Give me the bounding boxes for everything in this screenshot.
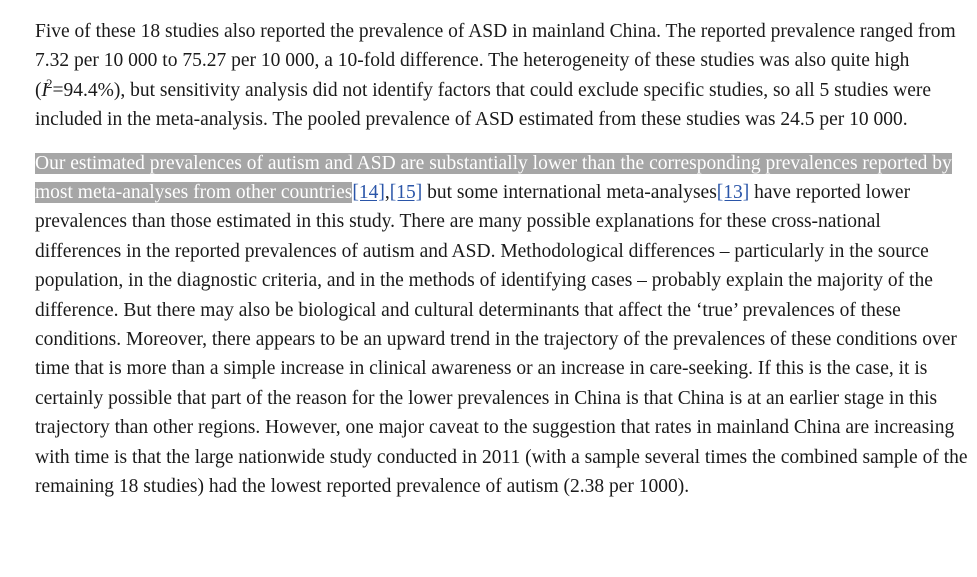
citation-link-13[interactable]: [13] bbox=[716, 182, 750, 204]
paragraph-2-text-middle: but some international meta-analyses bbox=[422, 182, 717, 204]
paragraph-2-text-end: have reported lower prevalences than those estimated in this study. There are many possible explanations for these cross-national differences in the reported prevalences of autism and ASD. Methodological differences – particularly in the source population, in the diagnostic criteria, and in the methods of identifying cases – probably explain the majority of the difference. But there may also be biological and cultural determinants that affect the ‘true’ prevalences of these conditions. Moreover, there appears to be an upward trend in the trajectory of the prevalences of these conditions over time that is more than a simple increase in clinical awareness or an increase in care-seeking. If this is the case, it is certainly possible that part of the reason for the lower prevalences in China is that China is at an earlier stage in this trajectory than other regions. However, one major caveat to the suggestion that rates in mainland China are increasing with time is that the large nationwide study conducted in 2011 (with a sample several times the combined sample of the remaining 18 studies) had the lowest reported prevalence of autism (2.38 per 1000). bbox=[35, 182, 968, 498]
article-body bbox=[35, 17, 970, 502]
citation-link-14[interactable]: [14] bbox=[352, 182, 385, 204]
paragraph-cross-national-differences bbox=[35, 149, 970, 502]
paragraph-1-text-start: Five of these 18 studies also reported the prevalence of ASD in mainland China. The reported prevalence ranged from 7.32 per 10 000 to 75.27 per 10 000, a 10-fold difference. The heterogeneity of these studies was also quite high ( bbox=[35, 21, 956, 101]
heterogeneity-statistic-exponent: 2 bbox=[46, 75, 53, 91]
heterogeneity-statistic-value: =94.4%) bbox=[52, 79, 121, 101]
selected-text-highlight[interactable]: Our estimated prevalences of autism and ASD are substantially lower than the corresponding prevalences reported by most meta-analyses from other countries bbox=[35, 152, 952, 204]
heterogeneity-statistic-symbol: I bbox=[41, 79, 48, 101]
paragraph-asd-prevalence-mainland bbox=[35, 17, 970, 135]
citation-separator: , bbox=[384, 182, 390, 204]
citation-link-15[interactable]: [15] bbox=[389, 182, 423, 204]
paragraph-1-text-end: , but sensitivity analysis did not identify factors that could exclude specific studies, so all 5 studies were included in the meta-analysis. The pooled prevalence of ASD estimated from these studies was 24.5 per 10 000. bbox=[35, 79, 932, 131]
